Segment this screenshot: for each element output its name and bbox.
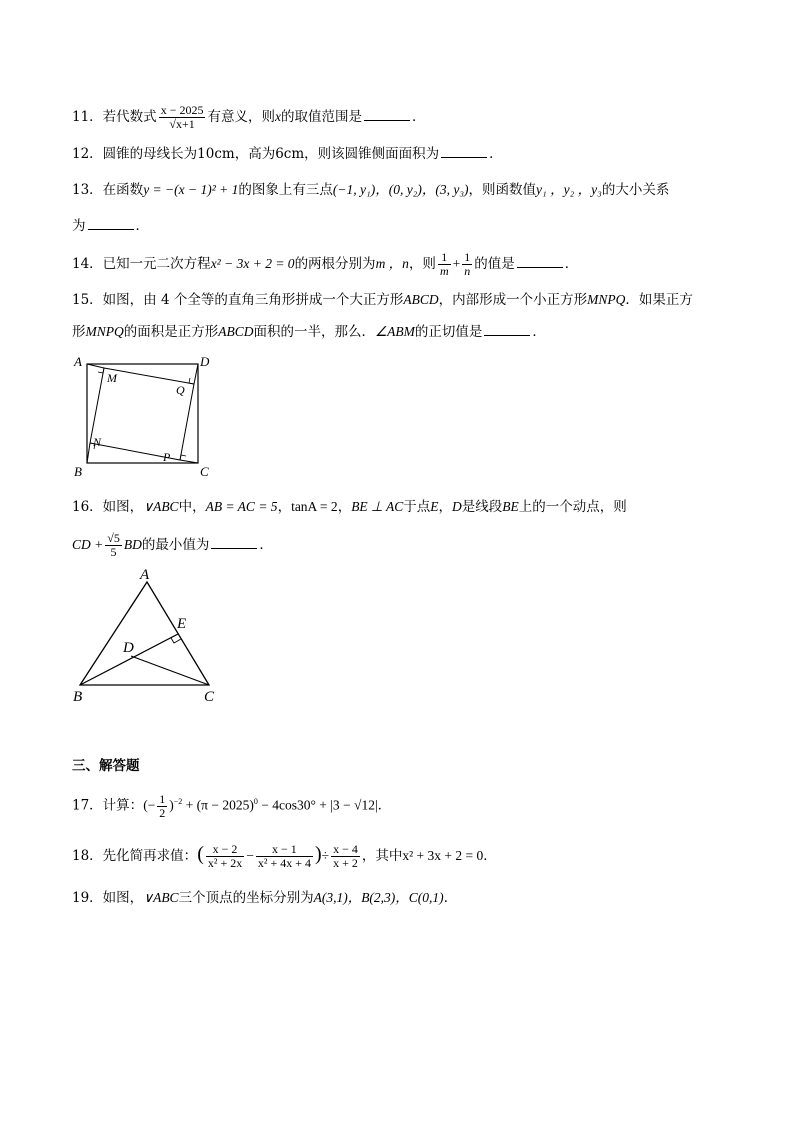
q14-end: ． [564,256,579,272]
q18-f1-den: x² + 2x [207,856,243,870]
q15-abcd: ABCD [403,292,439,307]
q18-minus: − [246,848,254,863]
q15-label-m: M [107,371,117,385]
q16-expr-b: BD [123,537,142,552]
q14-f2-den: n [464,264,471,278]
q11-tail: 的取值范围是 [280,109,362,125]
q16-label-e: E [177,616,187,632]
q18-f2-num: x − 1 [256,843,313,857]
q16-c4: 于点 [403,499,431,515]
q11-answer-blank [364,108,410,121]
q15-mnpq: MNPQ [587,292,626,307]
q15-lead: 15．如图，由 4 个全等的直角三角形拼成一个大正方形 [72,292,404,308]
q11-fraction [159,104,206,131]
q11-end: ． [411,109,426,125]
q11-frac-den: √x+1 [169,117,195,131]
q15-label-b: B [74,464,82,479]
q15-label-p: P [163,450,171,464]
q15-end: ． [532,324,546,340]
q13-function: y = −(x − 1)² + 1 [143,182,239,197]
q16-lead: 16．如图， [72,499,144,515]
q16-f-num: √5 [107,531,120,545]
q14-plus: + [452,256,461,271]
q16-c1: 中， [178,499,206,515]
q16-c2: ， [277,499,292,515]
q15-line-dq [194,364,198,384]
section-three-heading: 三、解答题 [72,758,140,774]
q17-expr4: − 4cos30° + |3 − √12| [257,797,378,813]
q13-values: y₁ ，y₂ ，y₃ [536,182,602,197]
question-12 [72,144,503,164]
q16-triangle: ∨ABC [143,499,179,514]
q17-expr1: (− [143,797,156,813]
q18-end: ． [483,848,497,864]
q16-right-angle-e [171,638,181,643]
q17-expr2: ) [169,797,174,813]
q16-c6: 是线段 [461,499,503,515]
q13-answer-blank [88,217,134,230]
q15-right-angle-p [180,455,186,460]
q15-line2a: 形 [72,324,86,340]
q17-exp1: −2 [173,797,183,806]
q16-label-a: A [140,567,150,583]
q16-answer-blank [211,536,257,549]
q16-triangle-abc [80,582,209,685]
q15-line-am [87,364,104,368]
q19-triangle: ∨ABC [143,890,179,905]
question-13-line2 [72,216,149,236]
q16-eq2: tanA = 2 [291,499,338,514]
q15-line1c: ．如果正方 [625,292,693,308]
q15-label-a: A [74,354,82,369]
q19-lead: 19．如图， [72,890,144,906]
q14-equation: x² − 3x + 2 = 0 [210,256,295,271]
q13-line2: 为 [72,218,86,234]
question-13 [72,180,669,200]
q16-end: ． [259,537,273,553]
q14-roots: m ，n [375,256,409,271]
q13-mid: 的图象上有三点 [238,182,333,198]
q15-answer-blank [484,323,530,336]
q16-label-c: C [204,689,215,705]
q13-end: ． [135,218,149,234]
q17-f-den: 2 [159,805,166,820]
q11-mid: 有意义，则 [207,109,275,125]
question-16 [72,497,627,517]
q16-be: BE [502,499,519,514]
q15-right-angle-m [98,368,104,373]
q15-outer-square [87,364,198,463]
q13-tail2: 的大小关系 [601,182,670,198]
q15-line1b: ，内部形成一个小正方形 [438,292,588,308]
q16-point-d: D [451,499,462,514]
q16-c7: 上的一个动点，则 [518,499,627,515]
question-15 [72,290,693,310]
q18-divide: ÷ [321,848,330,863]
q11-lead: 11．若代数式 [72,109,157,125]
q19-end: ． [443,890,458,906]
q15-mnpq2: MNPQ [85,324,124,339]
q15-label-q: Q [176,383,185,397]
q18-f2-den: x² + 4x + 4 [257,856,311,870]
q14-mid2: ，则 [408,256,436,272]
q16-eq1: AB = AC = 5 [205,499,278,514]
q14-answer-blank [517,255,563,268]
q17-expr3: + (π − 2025) [182,797,254,813]
q16-c5: ， [438,499,452,515]
q16-label-d: D [123,640,134,656]
question-19 [72,888,457,908]
q19-points: A(3,1)，B(2,3)，C(0,1) [313,890,444,905]
question-18: 18．先化简再求值：( $\frac{x - 2}{\text{x² + 2x}}$ − $\frac{x - 1}{\text{x² + 4x + 4}}$ )÷ $\frac{x - 4}{x + 2}$ ，其中x² + 3x + 2 = 0． [72,842,497,870]
q14-f1-num: 1 [438,251,451,265]
q13-tail: ，则函数值 [468,182,537,198]
question-14 [72,251,578,278]
q15-inner-square [90,368,194,460]
q18-fraction-1 [206,843,244,870]
q15-line2b: 的面积是正方形 [123,324,219,340]
q18-fraction-2 [256,843,313,870]
q17-lead: 17．计算： [72,797,144,814]
q13-lead: 13．在函数 [72,182,144,198]
question-17 [72,792,391,820]
q15-abcd2: ABCD [218,324,254,339]
q15-figure [70,350,220,480]
q15-label-n: N [93,435,102,449]
q16-eq3: BE ⊥ AC [351,499,404,514]
q11-frac-num: x − 2025 [160,103,204,117]
q12-answer-blank [441,145,487,158]
q14-f2-num: 1 [464,250,471,264]
q16-fraction [105,532,122,559]
q15-line2d: 的正切值是 [414,324,483,340]
q14-lead: 14．已知一元二次方程 [72,256,211,272]
question-15-line2 [72,322,546,342]
q13-points: (−1, y₁)，(0, y₂)，(3, y₃) [332,182,469,197]
q16-expr-a: CD + [72,537,104,552]
q16-line-dc [131,656,209,685]
q15-label-c: C [200,464,209,479]
q14-f1-den: m [439,264,449,278]
q17-fraction [157,793,167,820]
q14-tail: 的值是 [474,256,515,272]
q16-label-b: B [73,689,83,705]
q18-f1-num: x − 2 [206,843,244,857]
q14-fraction-2 [462,251,472,278]
q18-fraction-3 [331,843,360,870]
q12-text: 12．圆锥的母线长为10cm，高为6cm，则该圆锥侧面面积为 [72,146,440,162]
q14-fraction-1 [438,251,451,278]
q16-point-e: E [430,499,439,514]
q16-figure [70,562,230,707]
q18-lead: 18．先化简再求值： [72,848,198,864]
q11-var: x [274,109,281,124]
q15-right-angle-q [189,378,194,384]
q17-exp2: 0 [253,797,258,806]
q15-line2c: 面积的一半，那么． [253,324,375,340]
q15-label-d: D [200,354,210,369]
q16-c3: ， [337,499,352,515]
q18-f3-num: x − 4 [333,842,358,856]
q17-end: ． [377,797,392,814]
q18-condition: x² + 3x + 2 = 0 [402,848,484,863]
q14-mid: 的两根分别为 [294,256,376,272]
q17-f-num: 1 [159,791,166,806]
q16-f-den: 5 [110,545,117,559]
q12-end: ． [489,146,503,162]
q18-tail: ，其中 [361,848,403,864]
q15-angle: ∠ABM [375,324,415,339]
q19-mid: 三个顶点的坐标分别为 [178,890,314,906]
q18-f3-den: x + 2 [333,856,358,870]
q16-tail: 的最小值为 [141,537,210,553]
question-16-line2 [72,532,273,559]
question-11 [72,104,425,131]
